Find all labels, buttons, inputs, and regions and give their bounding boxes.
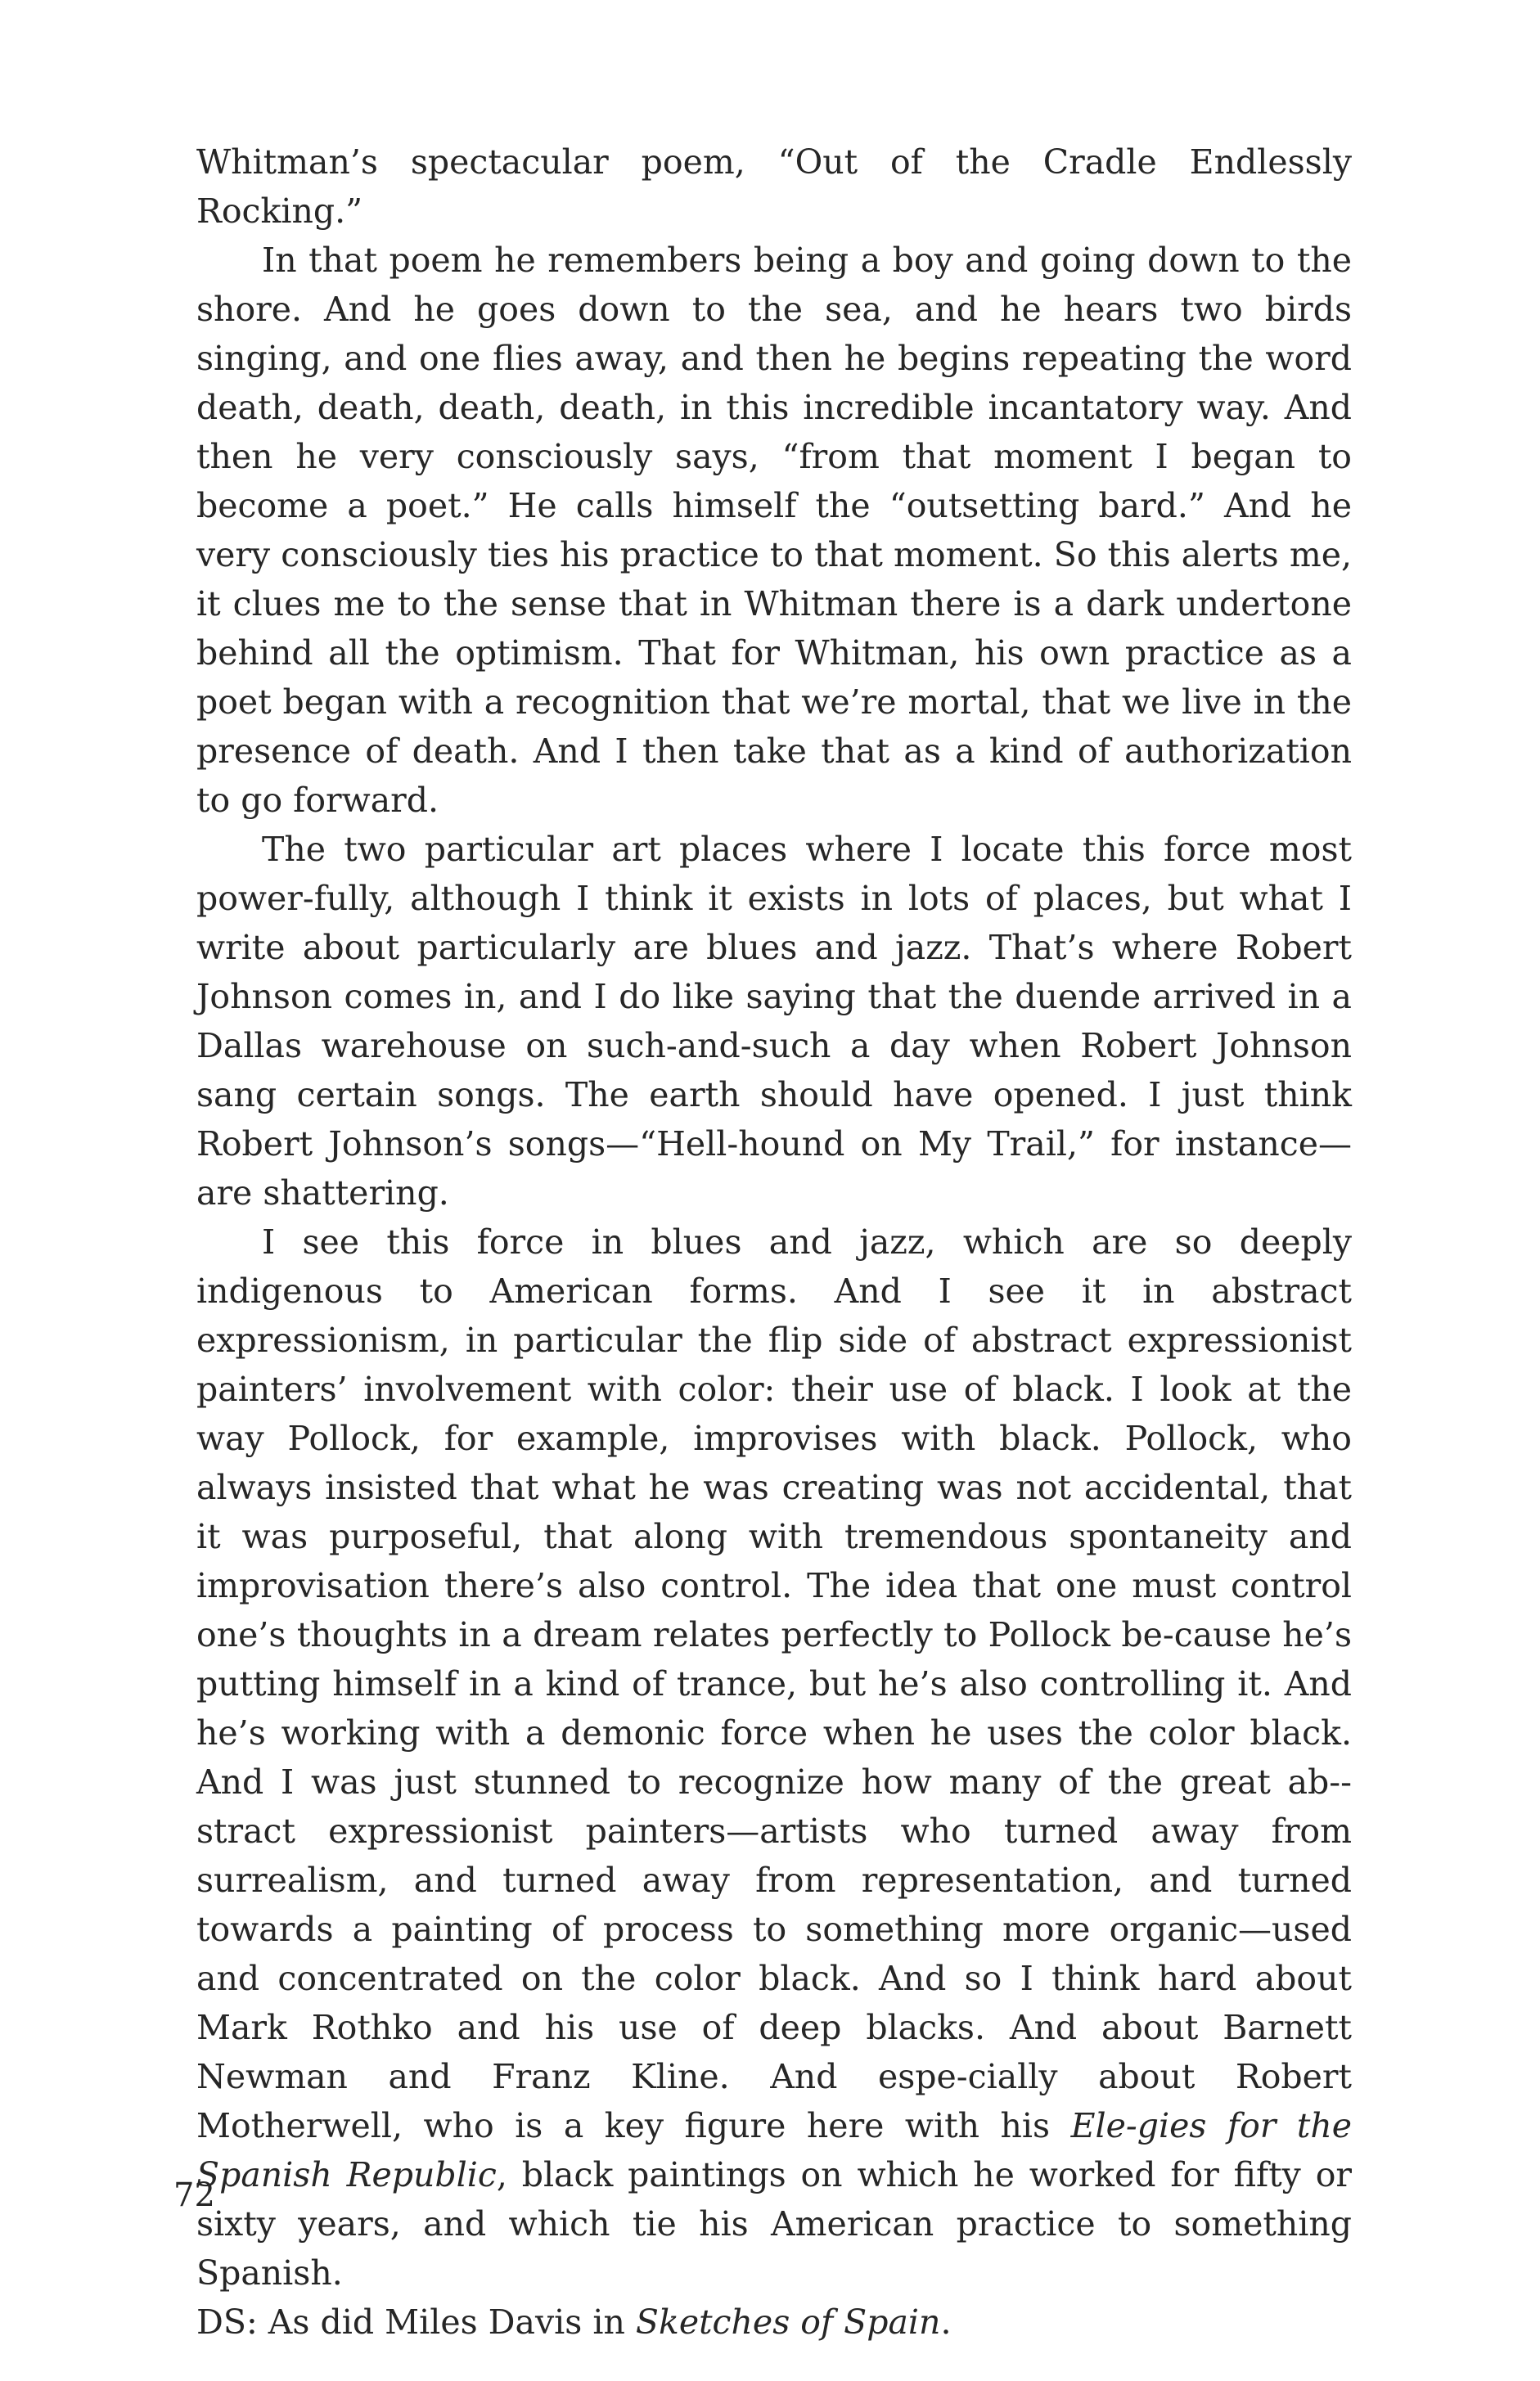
paragraph-3 [196,825,1352,1218]
paragraph-2-text: In that poem he remembers being a boy and going down to the shore. And he goes down to the sea, and he hears two birds singing, and one flies away, and then he begins repeating the word death, death, death, death, in this incredible incantatory way. And then he very consciously says, “from that moment I began to become a poet.” He calls himself the “outsetting bard.” And he very consciously ties his practice to that moment. So this alerts me, it clues me to the sense that in Whitman there is a dark undertone behind all the optimism. That for Whitman, his own practice as a poet began with a recognition that we’re mortal, that we live in the presence of death. And I then take that as a kind of authorization to go forward. [196,241,1352,820]
paragraph-2 [196,236,1352,825]
artwork-title-italic: Ele-gies for the Spanish Republic [196,2106,1352,2194]
paragraph-1 [196,137,1352,236]
paragraph-4-text: I see this force in blues and jazz, which are so deeply indigenous to American forms. And I see it in abstract expressionism, in particular the flip side of abstract expressionist painters’ involvement with color: their use of black. I look at the way Pollock, for example, improvises with black. Pollock, who always insisted that what he was creating was not accidental, that it was purposeful, that along with tremendous spontaneity and improvisation there’s also control. The idea that one must control one’s thoughts in a dream relates perfectly to Pollock be-cause he’s putting himself in a kind of trance, but he’s also controlling it. And he’s working with a demonic force when he uses the color black. And I was just stunned to recognize how many of the great ab-stract expressionist painters—artists who turned away from surrealism, and turned away from representation, and turned towards a painting of process to something more organic—used and concentrated on the color black. And so I think hard about Mark Rothko and his use of deep blacks. And about Barnett Newman and Franz Kline. And espe-cially about Robert Motherwell, who is a key figure here with his [196,1222,1352,2145]
page-number: 72 [173,2176,215,2214]
body-text [196,137,1352,2347]
paragraph-4-text-end: , black paintings on which he worked for fifty or sixty years, and which tie his American practice to something Spanish. [196,2155,1352,2293]
paragraph-3-text: The two particular art places where I locate this force most power-fully, although I think it exists in lots of places, but what I write about particularly are blues and jazz. That’s where Robert Johnson comes in, and I do like saying that the duende arrived in a Dallas warehouse on such-and-such a day when Robert Johnson sang certain songs. The earth should have opened. I just think Robert Johnson’s songs—“Hell-hound on My Trail,” for instance—are shattering. [196,830,1352,1213]
paragraph-4 [196,1218,1352,2298]
interviewer-line-text: DS: As did Miles Davis in [196,2302,636,2342]
interviewer-line [196,2298,1352,2347]
album-title-italic: Sketches of Spain [635,2302,941,2342]
paragraph-1-text: Whitman’s spectacular poem, “Out of the Cradle Endlessly Rocking.” [196,142,1352,231]
interviewer-line-end: . [940,2302,952,2342]
